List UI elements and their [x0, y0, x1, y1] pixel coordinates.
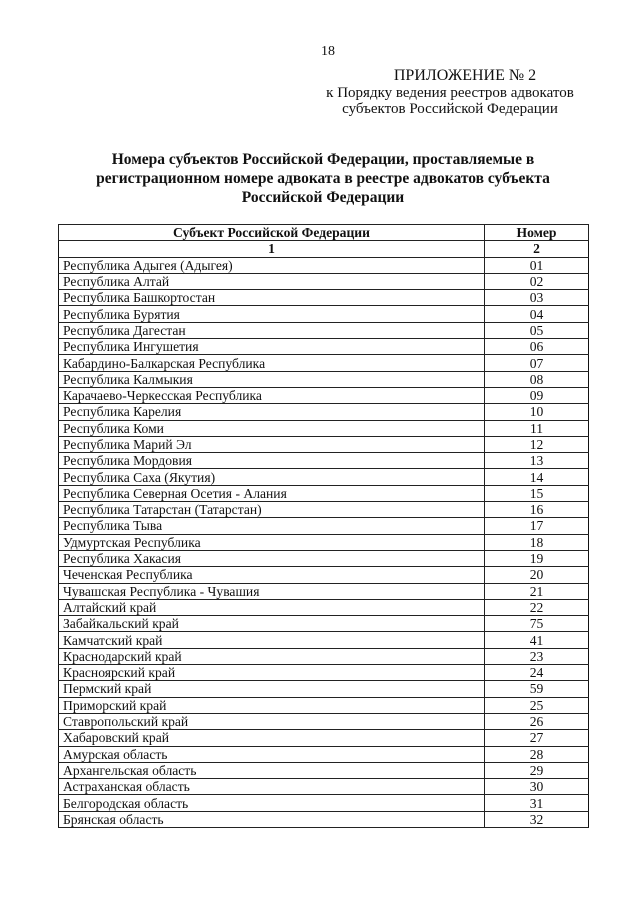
subject-number-cell: 26: [485, 713, 589, 729]
column-header-subject: Субъект Российской Федерации: [59, 225, 485, 241]
subject-name-cell: Карачаево-Черкесская Республика: [59, 387, 485, 403]
subject-number-cell: 13: [485, 453, 589, 469]
table-row: [59, 453, 589, 469]
subject-name-cell: Республика Бурятия: [59, 306, 485, 322]
column-number-1: 1: [59, 241, 485, 257]
subject-number-cell: 08: [485, 371, 589, 387]
subject-name-cell: Республика Татарстан (Татарстан): [59, 502, 485, 518]
subject-number-cell: 41: [485, 632, 589, 648]
subject-number-cell: 09: [485, 387, 589, 403]
table-row: [59, 762, 589, 778]
table-row: [59, 599, 589, 615]
subject-number-cell: 03: [485, 290, 589, 306]
subject-name-cell: Ставропольский край: [59, 713, 485, 729]
subject-number-cell: 01: [485, 257, 589, 273]
table-row: [59, 550, 589, 566]
subject-number-cell: 30: [485, 779, 589, 795]
table-row: [59, 355, 589, 371]
subject-number-cell: 16: [485, 502, 589, 518]
table-row: [59, 339, 589, 355]
table-row: [59, 257, 589, 273]
subject-name-cell: Республика Адыгея (Адыгея): [59, 257, 485, 273]
subject-name-cell: Приморский край: [59, 697, 485, 713]
table-row: [59, 567, 589, 583]
subject-number-cell: 11: [485, 420, 589, 436]
table-row: [59, 534, 589, 550]
subject-number-cell: 02: [485, 273, 589, 289]
subject-number-cell: 75: [485, 616, 589, 632]
appendix-line-2: субъектов Российской Федерации: [342, 101, 558, 117]
subject-name-cell: Брянская область: [59, 811, 485, 827]
subject-number-cell: 14: [485, 469, 589, 485]
subject-name-cell: Республика Башкортостан: [59, 290, 485, 306]
table-row: [59, 648, 589, 664]
column-header-number: Номер: [485, 225, 589, 241]
subject-number-cell: 07: [485, 355, 589, 371]
subject-number-cell: 06: [485, 339, 589, 355]
subject-number-cell: 23: [485, 648, 589, 664]
subject-number-cell: 20: [485, 567, 589, 583]
column-number-2: 2: [485, 241, 589, 257]
subject-name-cell: Республика Хакасия: [59, 550, 485, 566]
table-row: [59, 371, 589, 387]
subject-number-cell: 25: [485, 697, 589, 713]
table-row: [59, 404, 589, 420]
subject-number-cell: 31: [485, 795, 589, 811]
subject-number-cell: 21: [485, 583, 589, 599]
table-row: [59, 697, 589, 713]
subject-name-cell: Чувашская Республика - Чувашия: [59, 583, 485, 599]
subject-number-cell: 24: [485, 665, 589, 681]
table-row: [59, 502, 589, 518]
table-row: [59, 811, 589, 827]
table-header-row: [59, 225, 589, 241]
subject-number-cell: 29: [485, 762, 589, 778]
subject-name-cell: Камчатский край: [59, 632, 485, 648]
table-row: [59, 469, 589, 485]
subject-number-cell: 28: [485, 746, 589, 762]
subject-number-cell: 32: [485, 811, 589, 827]
subject-name-cell: Республика Калмыкия: [59, 371, 485, 387]
subject-name-cell: Республика Саха (Якутия): [59, 469, 485, 485]
table-row: [59, 322, 589, 338]
table-row: [59, 436, 589, 452]
subject-name-cell: Республика Тыва: [59, 518, 485, 534]
subject-number-cell: 19: [485, 550, 589, 566]
subject-name-cell: Республика Коми: [59, 420, 485, 436]
table-row: [59, 795, 589, 811]
table-row: [59, 681, 589, 697]
regions-table: [58, 224, 589, 828]
subject-number-cell: 05: [485, 322, 589, 338]
table-row: [59, 632, 589, 648]
table-row: [59, 420, 589, 436]
subject-number-cell: 17: [485, 518, 589, 534]
table-row: [59, 518, 589, 534]
table-row: [59, 290, 589, 306]
subject-name-cell: Чеченская Республика: [59, 567, 485, 583]
subject-name-cell: Хабаровский край: [59, 730, 485, 746]
subject-name-cell: Республика Алтай: [59, 273, 485, 289]
subject-name-cell: Астраханская область: [59, 779, 485, 795]
table-row: [59, 583, 589, 599]
subject-name-cell: Республика Марий Эл: [59, 436, 485, 452]
table-row: [59, 306, 589, 322]
subject-name-cell: Пермский край: [59, 681, 485, 697]
subject-name-cell: Республика Мордовия: [59, 453, 485, 469]
subject-name-cell: Удмуртская Республика: [59, 534, 485, 550]
table-row: [59, 273, 589, 289]
subject-name-cell: Красноярский край: [59, 665, 485, 681]
subject-name-cell: Кабардино-Балкарская Республика: [59, 355, 485, 371]
table-row: [59, 387, 589, 403]
table-row: [59, 746, 589, 762]
subject-number-cell: 22: [485, 599, 589, 615]
subject-number-cell: 27: [485, 730, 589, 746]
appendix-line-1: к Порядку ведения реестров адвокатов: [326, 84, 574, 101]
subject-name-cell: Республика Карелия: [59, 404, 485, 420]
appendix-heading: ПРИЛОЖЕНИЕ № 2: [393, 67, 537, 84]
table-row: [59, 713, 589, 729]
subject-name-cell: Амурская область: [59, 746, 485, 762]
subject-number-cell: 04: [485, 306, 589, 322]
subject-name-cell: Республика Северная Осетия - Алания: [59, 485, 485, 501]
subject-name-cell: Республика Дагестан: [59, 322, 485, 338]
subject-number-cell: 59: [485, 681, 589, 697]
subject-name-cell: Республика Ингушетия: [59, 339, 485, 355]
subject-name-cell: Краснодарский край: [59, 648, 485, 664]
subject-name-cell: Архангельская область: [59, 762, 485, 778]
table-row: [59, 485, 589, 501]
subject-number-cell: 18: [485, 534, 589, 550]
table-row: [59, 616, 589, 632]
subject-number-cell: 12: [485, 436, 589, 452]
subject-name-cell: Белгородская область: [59, 795, 485, 811]
table-row: [59, 779, 589, 795]
subject-name-cell: Забайкальский край: [59, 616, 485, 632]
appendix-block: [300, 68, 600, 118]
subject-number-cell: 15: [485, 485, 589, 501]
table-row: [59, 665, 589, 681]
document-title: Номера субъектов Российской Федерации, проставляемые в регистрационном номере адвоката в реестре адвокатов субъекта Российской Федерации: [96, 151, 550, 206]
page-number: 18: [321, 44, 335, 59]
table-row: [59, 730, 589, 746]
column-number-row: [59, 241, 589, 257]
subject-number-cell: 10: [485, 404, 589, 420]
subject-name-cell: Алтайский край: [59, 599, 485, 615]
